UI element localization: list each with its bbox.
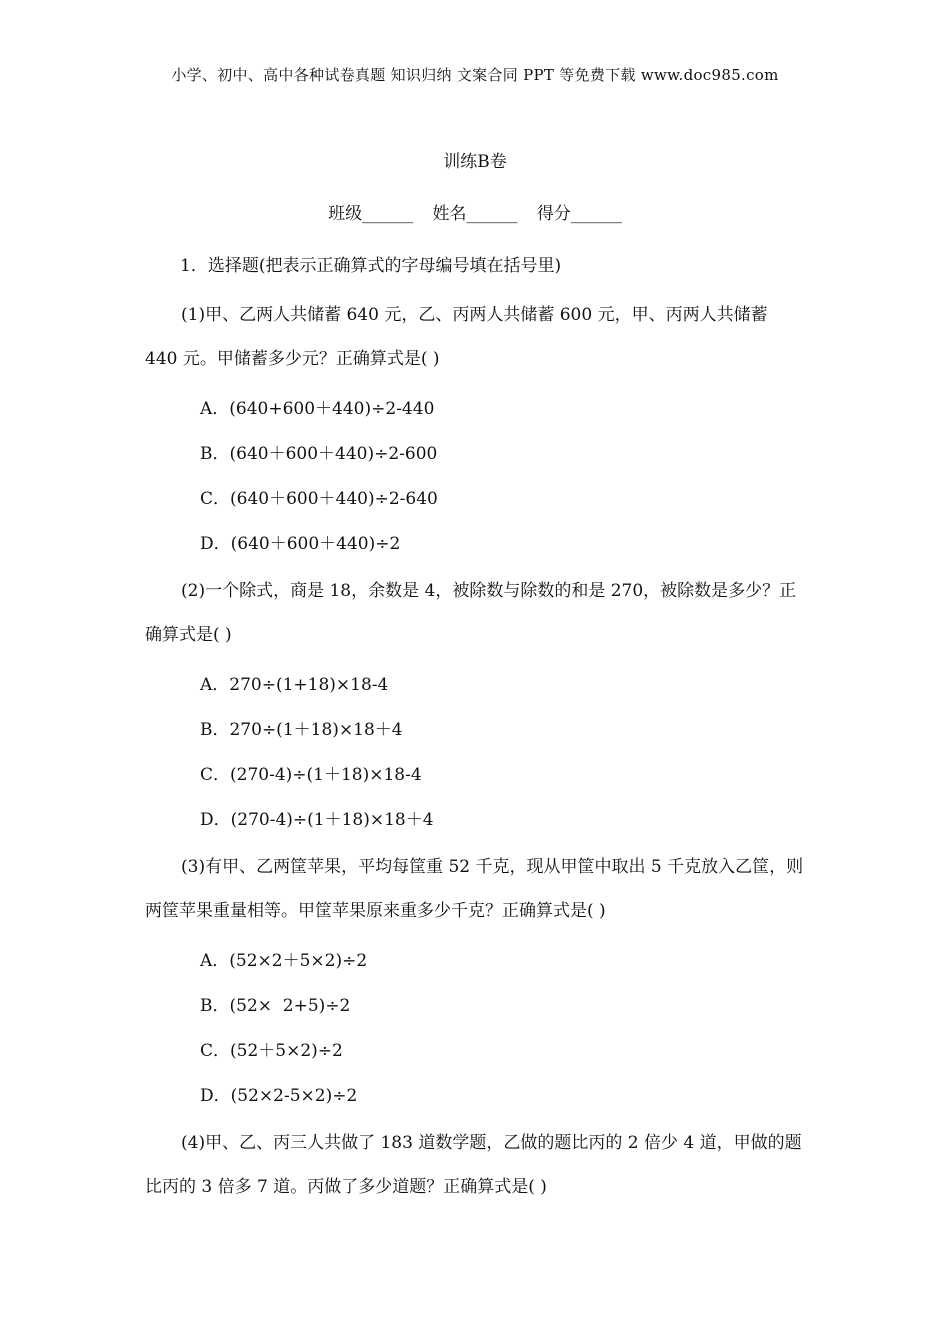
question-2: (2)一个除式，商是 18，余数是 4，被除数与除数的和是 270，被除数是多少？正确算式是( ) <box>145 581 797 645</box>
option-2c: C．(270-4)÷(1＋18)×18-4 <box>200 765 422 785</box>
page-header: 小学、初中、高中各种试卷真题 知识归纳 文案合同 PPT 等免费下载 www.doc985.com <box>171 66 779 84</box>
question-1: (1)甲、乙两人共储蓄 640 元，乙、丙两人共储蓄 600 元，甲、丙两人共储蓄 440 元。甲储蓄多少元？正确算式是( ) <box>145 305 768 369</box>
option-3d: D．(52×2-5×2)÷2 <box>200 1086 358 1106</box>
score-label: 得分______ <box>536 204 622 224</box>
question-4: (4)甲、乙、丙三人共做了 183 道数学题，乙做的题比丙的 2 倍少 4 道，甲做的题比丙的 3 倍多 7 道。丙做了多少道题？正确算式是( ) <box>145 1133 802 1197</box>
option-3c: C．(52＋5×2)÷2 <box>200 1041 343 1061</box>
option-3a: A．(52×2＋5×2)÷2 <box>200 951 368 971</box>
page-title: 训练B卷 <box>443 152 507 172</box>
option-2d: D．(270-4)÷(1＋18)×18＋4 <box>200 810 434 830</box>
question-3: (3)有甲、乙两筐苹果，平均每筐重 52 千克，现从甲筐中取出 5 千克放入乙筐，则两筐苹果重量相等。甲筐苹果原来重多少千克？正确算式是( ) <box>145 857 804 921</box>
option-2b: B．270÷(1＋18)×18＋4 <box>200 720 403 740</box>
student-info-line <box>0 199 950 224</box>
name-label: 姓名______ <box>432 204 518 224</box>
option-2a: A．270÷(1+18)×18-4 <box>200 675 389 695</box>
section-heading: 1．选择题(把表示正确算式的字母编号填在括号里) <box>180 256 562 276</box>
class-label: 班级______ <box>328 204 414 224</box>
option-1c: C．(640＋600＋440)÷2-640 <box>200 489 438 509</box>
option-1b: B．(640＋600＋440)÷2-600 <box>200 444 438 464</box>
option-1a: A．(640+600＋440)÷2-440 <box>200 399 435 419</box>
option-1d: D．(640＋600＋440)÷2 <box>200 534 401 554</box>
option-3b: B．(52× 2+5)÷2 <box>200 996 351 1016</box>
